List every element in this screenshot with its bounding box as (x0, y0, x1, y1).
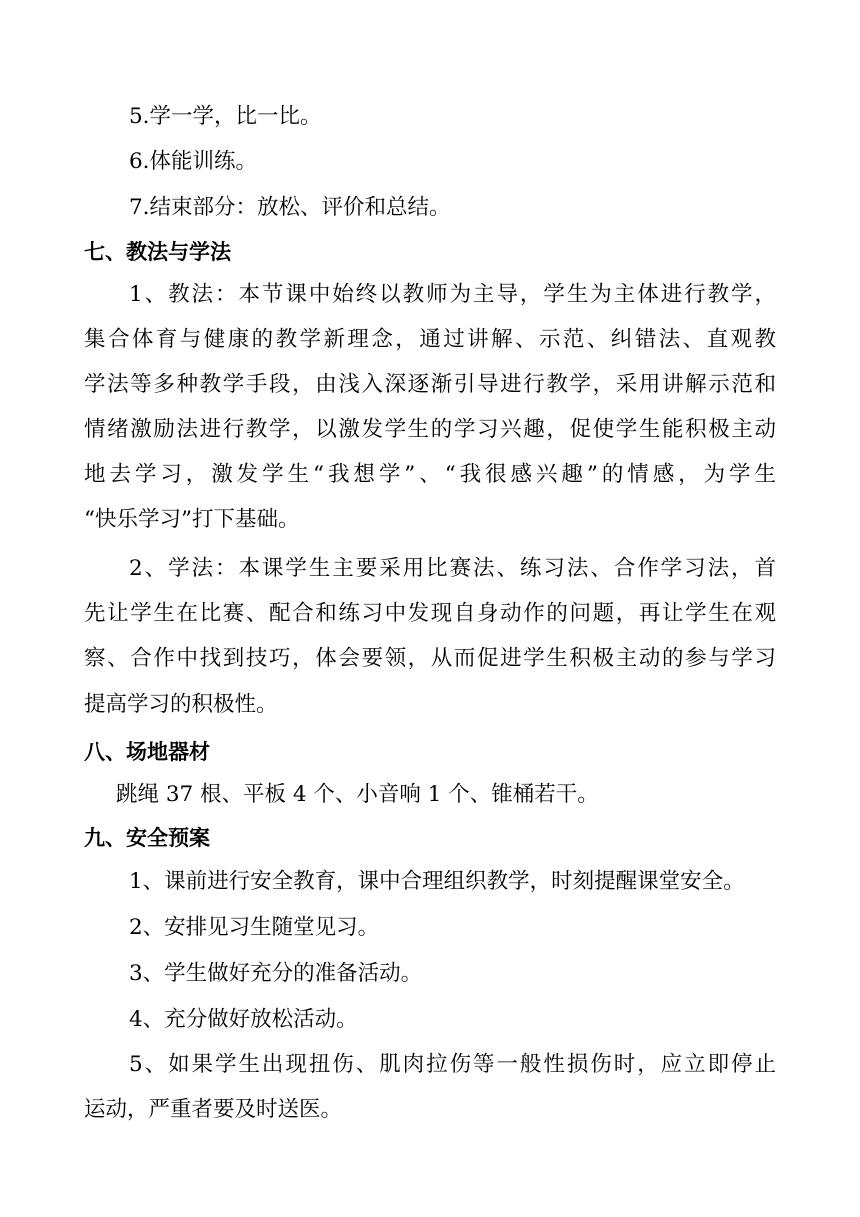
section-7-para-2-line: 2、学法：本课学生主要采用比赛法、练习法、合作学习法，首 (129, 556, 776, 581)
section-7-para-2-line: 提高学习的积极性。 (84, 692, 278, 717)
section-7-para-1-line: 学法等多种教学手段，由浅入深逐渐引导进行教学，采用讲解示范和 (84, 372, 776, 397)
section-7-para-1-line: 集合体育与健康的教学新理念，通过讲解、示范、纠错法、直观教 (84, 327, 776, 352)
section-7-heading: 七、教法与学法 (84, 240, 231, 264)
section-8-heading: 八、场地器材 (84, 740, 210, 764)
section-7-para-1-line: “快乐学习”打下基础。 (84, 507, 300, 532)
section-7-para-2-line: 先让学生在比赛、配合和练习中发现自身动作的问题，再让学生在观 (84, 601, 776, 626)
section-7-para-1-line: 地去学习，激发学生“我想学”、“我很感兴趣”的情感，为学生 (84, 462, 776, 487)
step-5: 5.学一学，比一比。 (129, 104, 322, 129)
safety-item: 4、充分做好放松活动。 (129, 1007, 358, 1032)
section-7-para-1-line: 情绪激励法进行教学，以激发学生的学习兴趣，促使学生能积极主动 (84, 417, 776, 442)
section-7-para-2-line: 察、合作中找到技巧，体会要领，从而促进学生积极主动的参与学习 (84, 646, 776, 671)
step-7: 7.结束部分：放松、评价和总结。 (129, 195, 451, 220)
section-9-heading: 九、安全预案 (84, 826, 210, 850)
step-6: 6.体能训练。 (129, 149, 258, 174)
safety-item: 1、课前进行安全教育，课中合理组织教学，时刻提醒课堂安全。 (129, 869, 745, 894)
safety-item-5-line: 运动，严重者要及时送医。 (84, 1097, 343, 1122)
safety-item: 3、学生做好充分的准备活动。 (129, 961, 423, 986)
safety-item-5-line: 5、如果学生出现扭伤、肌肉拉伤等一般性损伤时，应立即停止 (129, 1052, 776, 1077)
equipment-list: 跳绳 37 根、平板 4 个、小音响 1 个、锥桶若干。 (116, 782, 599, 807)
safety-item: 2、安排见习生随堂见习。 (129, 915, 380, 940)
section-7-para-1-line: 1、教法：本节课中始终以教师为主导，学生为主体进行教学， (129, 282, 776, 307)
